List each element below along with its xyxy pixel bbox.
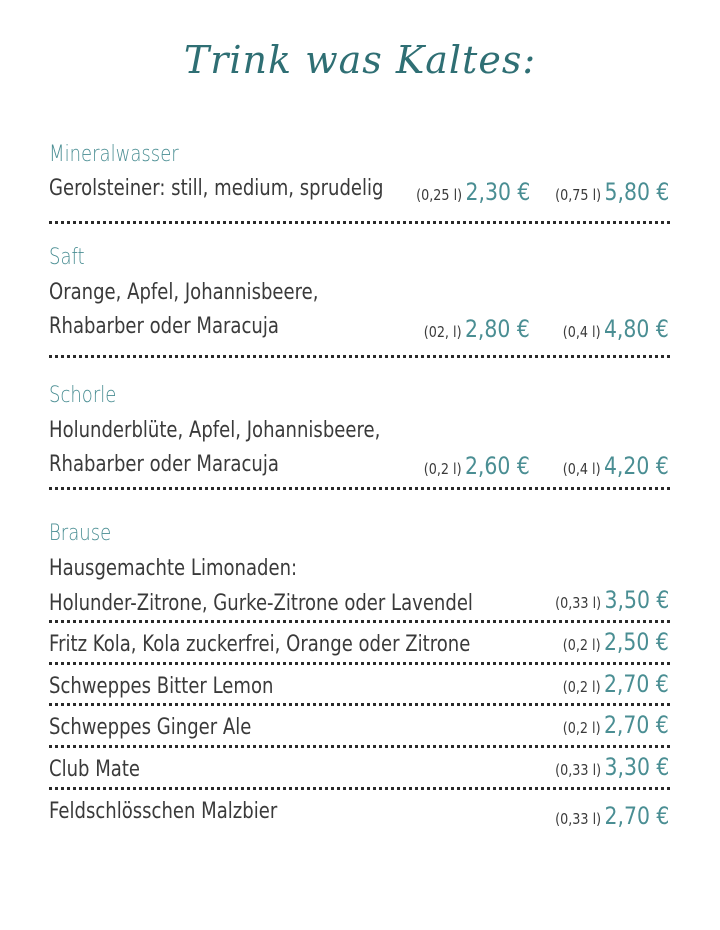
price-value: 2,70 € xyxy=(604,670,669,698)
dotted-divider xyxy=(49,745,670,748)
item-description: Fritz Kola, Kola zuckerfrei, Orange oder Zitrone xyxy=(49,632,471,657)
price-value: 3,50 € xyxy=(604,586,669,614)
price-value: 3,30 € xyxy=(604,753,669,781)
price-value: 2,70 € xyxy=(604,802,669,830)
item-description: Gerolsteiner: still, medium, sprudelig xyxy=(49,176,384,201)
price-value: 2,30 € xyxy=(465,178,530,206)
section-title-schorle: Schorle xyxy=(49,383,117,408)
section-title-saft: Saft xyxy=(49,245,85,270)
item-description: Holunderblüte, Apfel, Johannisbeere, xyxy=(49,418,381,443)
dotted-divider xyxy=(49,355,670,358)
price-value: 2,60 € xyxy=(465,452,530,480)
volume-label: (02, l) xyxy=(423,323,462,341)
price-small xyxy=(424,452,530,480)
price-value-group xyxy=(555,586,669,614)
dotted-divider xyxy=(49,662,670,665)
volume-label: (0,4 l) xyxy=(562,323,601,341)
item-description: Orange, Apfel, Johannisbeere, xyxy=(49,280,319,305)
dotted-divider xyxy=(49,221,670,224)
volume-label: (0,75 l) xyxy=(554,186,601,204)
price-value: 5,80 € xyxy=(604,178,669,206)
volume-label: (0,33 l) xyxy=(554,594,601,612)
volume-label: (0,2 l) xyxy=(423,460,462,478)
item-description: Rhabarber oder Maracuja xyxy=(49,314,279,339)
volume-label: (0,2 l) xyxy=(562,636,601,654)
price-value: 4,80 € xyxy=(604,315,669,343)
section-title-mineralwasser: Mineralwasser xyxy=(49,142,179,167)
volume-label: (0,2 l) xyxy=(562,678,601,696)
price-value: 2,80 € xyxy=(465,315,530,343)
price-value: 4,20 € xyxy=(604,452,669,480)
dotted-divider xyxy=(49,620,670,623)
volume-label: (0,4 l) xyxy=(562,460,601,478)
price-large xyxy=(563,315,669,343)
volume-label: (0,2 l) xyxy=(562,719,601,737)
item-description: Schweppes Ginger Ale xyxy=(49,715,252,740)
dotted-divider xyxy=(49,787,670,790)
price-large xyxy=(555,178,669,206)
price-value-group xyxy=(563,711,669,739)
item-description: Rhabarber oder Maracuja xyxy=(49,452,279,477)
item-description: Holunder-Zitrone, Gurke-Zitrone oder Lavendel xyxy=(49,591,473,616)
dotted-divider xyxy=(49,487,670,490)
price-value-group xyxy=(555,753,669,781)
price-small xyxy=(424,315,530,343)
item-description: Schweppes Bitter Lemon xyxy=(49,674,274,699)
price-value-group xyxy=(563,670,669,698)
price-value-group xyxy=(555,802,669,830)
price-value: 2,70 € xyxy=(604,711,669,739)
volume-label: (0,33 l) xyxy=(554,761,601,779)
page-title: Trink was Kaltes: xyxy=(183,38,537,82)
item-description: Feldschlösschen Malzbier xyxy=(49,799,278,824)
section-title-brause: Brause xyxy=(49,521,112,546)
item-description: Hausgemachte Limonaden: xyxy=(49,556,298,581)
price-value: 2,50 € xyxy=(604,628,669,656)
price-small xyxy=(416,178,530,206)
dotted-divider xyxy=(49,703,670,706)
volume-label: (0,33 l) xyxy=(554,810,601,828)
volume-label: (0,25 l) xyxy=(415,186,462,204)
item-description: Club Mate xyxy=(49,757,141,782)
price-value-group xyxy=(563,628,669,656)
price-large xyxy=(563,452,669,480)
